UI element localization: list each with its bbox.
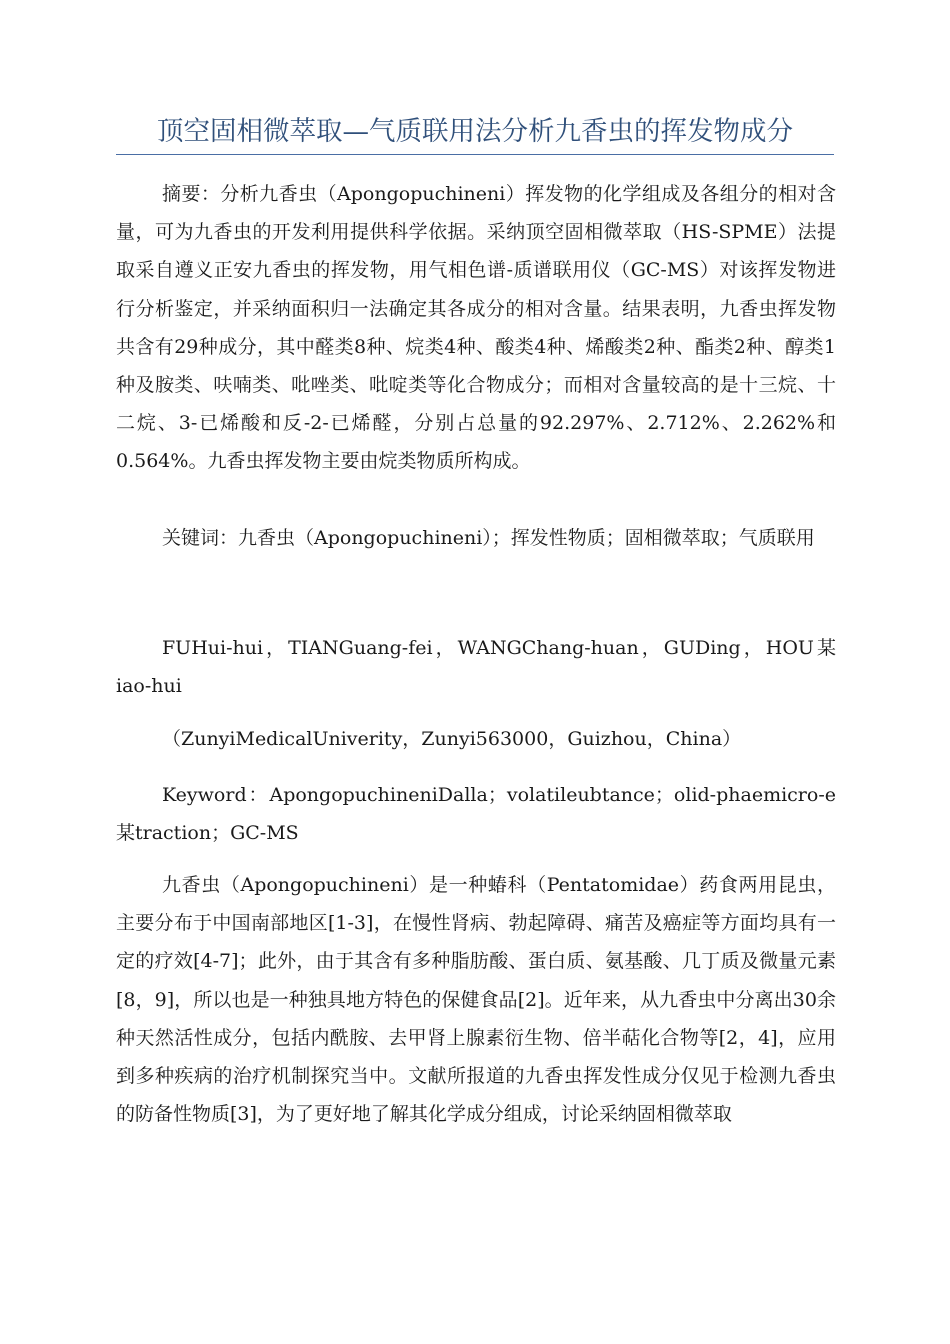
- introduction-paragraph: 九香虫（Apongopuchineni）是一种蝽科（Pentatomidae）药食两用昆虫，主要分布于中国南部地区[1-3]，在慢性肾病、勃起障碍、痛苦及癌症等方面均具有一定的疗效[4-7]；此外，由于其含有多种脂肪酸、蛋白质、氨基酸、几丁质及微量元素[8，9]，所以也是一种独具地方特色的保健食品[2]。近年来，从九香虫中分离出30余种天然活性成分，包括内酰胺、去甲肾上腺素衍生物、倍半萜化合物等[2，4]，应用到多种疾病的治疗机制探究当中。文献所报道的九香虫挥发性成分仅见于检测九香虫的防备性物质[3]，为了更好地了解其化学成分组成，讨论采纳固相微萃取: [116, 874, 836, 1126]
- english-keywords-paragraph: Keyword：ApongopuchineniDalla；volatileubtance；olid-phaemicro-e某traction；GC-MS: [116, 784, 836, 845]
- affiliation-line: （ZunyiMedicalUniverity，Zunyi563000，Guizhou，China）: [162, 728, 742, 750]
- keywords-paragraph: 关键词：九香虫（Apongopuchineni）；挥发性物质；固相微萃取；气质联用: [162, 527, 815, 549]
- authors-line: FUHui-hui，TIANGuang-fei，WANGChang-huan，GUDing，HOU某iao-hui: [116, 637, 836, 698]
- abstract-paragraph: 摘要：分析九香虫（Apongopuchineni）挥发物的化学组成及各组分的相对含量，可为九香虫的开发利用提供科学依据。采纳顶空固相微萃取（HS-SPME）法提取采自遵义正安九香虫的挥发物，用气相色谱-质谱联用仪（GC-MS）对该挥发物进行分析鉴定，并采纳面积归一法确定其各成分的相对含量。结果表明，九香虫挥发物共含有29种成分，其中醛类8种、烷类4种、酸类4种、烯酸类2种、酯类2种、醇类1种及胺类、呋喃类、吡唑类、吡啶类等化合物成分；而相对含量较高的是十三烷、十二烷、3-已烯酸和反-2-已烯醛，分别占总量的92.297%、2.712%、2.262%和0.564%。九香虫挥发物主要由烷类物质所构成。: [116, 183, 836, 473]
- paper-title: 顶空固相微萃取—气质联用法分析九香虫的挥发物成分: [157, 116, 793, 147]
- title-underline: [116, 154, 834, 155]
